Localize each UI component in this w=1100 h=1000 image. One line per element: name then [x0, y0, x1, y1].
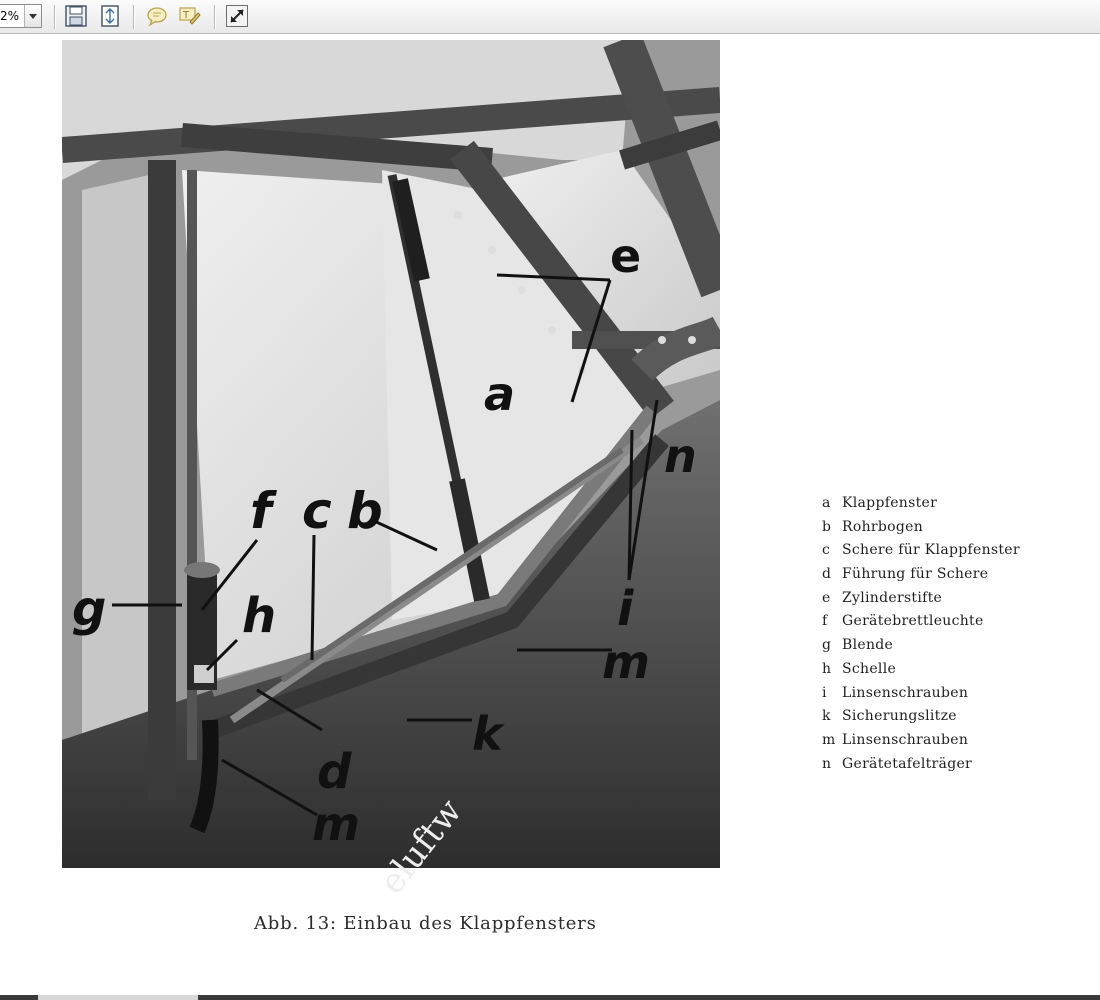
text-markup-button[interactable] — [178, 4, 202, 28]
toolbar-divider — [133, 5, 134, 29]
legend-text: Gerätebrettleuchte — [842, 613, 984, 630]
legend-key: a — [822, 495, 831, 511]
legend-text: Linsenschrauben — [842, 684, 969, 701]
legend-item — [822, 587, 1092, 611]
legend-item — [822, 658, 1092, 682]
legend-key: b — [822, 518, 832, 535]
figure-caption: Abb. 13: Einbau des Klappfensters — [254, 913, 597, 934]
legend-key: d — [822, 566, 832, 583]
text-markup-icon — [178, 4, 202, 28]
comment-button[interactable] — [145, 4, 169, 28]
legend-key: g — [822, 637, 832, 654]
photo-illustration — [62, 40, 720, 868]
figure-label-m-upper: m — [602, 635, 650, 689]
figure-label-e: e — [610, 229, 642, 283]
fit-page-icon — [98, 4, 122, 28]
bottom-scrollbar[interactable] — [0, 995, 1100, 1000]
figure-label-i: i — [617, 581, 634, 637]
legend-item — [822, 563, 1092, 587]
save-button[interactable] — [64, 4, 88, 28]
watermark-text: eluftw — [372, 791, 471, 902]
legend-item — [822, 610, 1092, 634]
toolbar-divider — [214, 5, 215, 29]
legend-key: i — [822, 684, 827, 701]
legend-key: m — [822, 731, 836, 748]
document-page — [0, 35, 1100, 995]
legend-item — [822, 729, 1092, 753]
figure-legend — [822, 492, 1092, 776]
legend-text: Gerätetafelträger — [842, 755, 973, 772]
expand-button[interactable] — [225, 4, 249, 28]
figure-label-k: k — [472, 707, 503, 761]
legend-item — [822, 492, 1092, 516]
figure-label-g: g — [72, 581, 107, 637]
figure-label-a: a — [484, 367, 516, 421]
toolbar-divider — [54, 5, 55, 29]
figure-label-d: d — [317, 744, 352, 800]
legend-key: e — [822, 589, 831, 606]
legend-text: Klappfenster — [842, 495, 938, 511]
cockpit-window-photo — [62, 40, 720, 868]
legend-text: Linsenschrauben — [842, 731, 969, 748]
comment-icon — [145, 4, 169, 28]
figure-label-f: f — [250, 482, 272, 540]
legend-item — [822, 705, 1092, 729]
legend-item — [822, 682, 1092, 706]
legend-text: Führung für Schere — [842, 566, 989, 583]
legend-text: Schere für Klappfenster — [842, 542, 1020, 559]
legend-text: Schelle — [842, 660, 897, 677]
zoom-select[interactable] — [0, 4, 42, 28]
legend-key: f — [822, 613, 828, 630]
svg-text:T: T — [183, 10, 190, 21]
legend-key: h — [822, 660, 832, 677]
legend-item — [822, 753, 1092, 777]
legend-item — [822, 634, 1092, 658]
figure-label-b: b — [347, 482, 383, 540]
legend-item — [822, 516, 1092, 540]
chevron-down-icon[interactable] — [24, 5, 41, 27]
legend-key: k — [822, 708, 831, 725]
zoom-value: 2% — [0, 9, 20, 23]
legend-text: Zylinderstifte — [842, 589, 943, 606]
legend-text: Sicherungslitze — [842, 708, 957, 725]
legend-key: n — [822, 755, 832, 772]
fit-page-button[interactable] — [98, 4, 122, 28]
figure-label-c: c — [302, 482, 332, 540]
figure-label-n: n — [664, 429, 697, 483]
save-icon — [64, 4, 88, 28]
expand-icon — [225, 4, 249, 28]
legend-text: Rohrbogen — [842, 518, 924, 535]
figure-label-h: h — [242, 588, 277, 644]
pdf-toolbar — [0, 0, 1100, 34]
legend-key: c — [822, 542, 831, 559]
scrollbar-thumb[interactable] — [38, 995, 198, 1000]
figure-label-m-lower: m — [312, 797, 360, 851]
legend-item — [822, 539, 1092, 563]
legend-text: Blende — [842, 637, 894, 654]
